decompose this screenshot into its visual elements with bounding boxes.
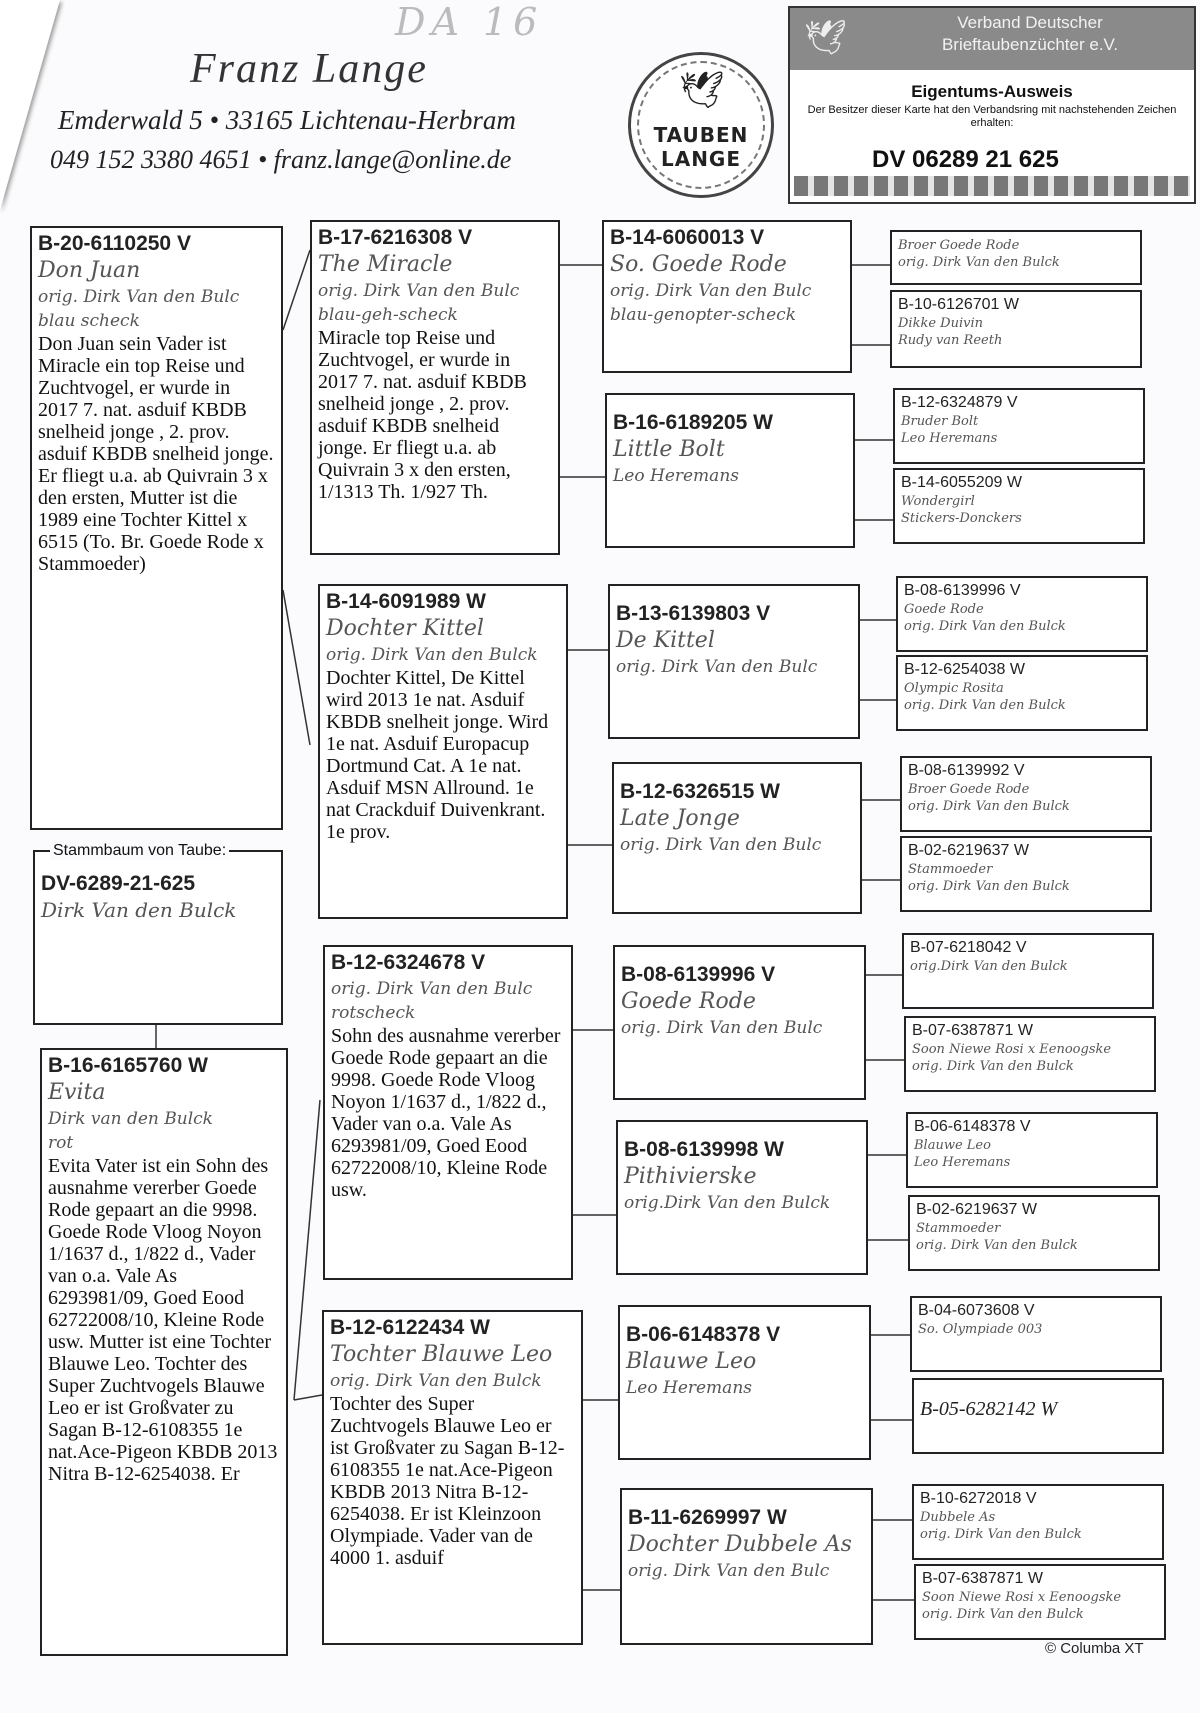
g4-box <box>900 836 1152 912</box>
g4-box <box>896 576 1148 652</box>
gg-name: Dochter Dubbele As <box>628 1532 852 1557</box>
great-grandparent-box <box>602 220 852 373</box>
g4-box <box>893 388 1145 464</box>
g4-box <box>910 1296 1162 1372</box>
grandparent-origin: orig. Dirk Van den Bulck <box>330 1371 542 1391</box>
sire-origin: orig. Dirk Van den Bulc <box>38 287 240 307</box>
copyright: © Columba XT <box>1045 1640 1144 1657</box>
g4-ring: B-08-6139992 V <box>908 762 1025 779</box>
g4-origin: orig. Dirk Van den Bulck <box>904 619 1066 634</box>
card-ring-number: DV 06289 21 625 <box>872 146 1059 173</box>
g4-box <box>914 1564 1166 1640</box>
grandparent-box <box>323 945 573 1280</box>
g4-box <box>893 468 1145 544</box>
g4-origin: orig. Dirk Van den Bulck <box>920 1527 1082 1542</box>
grandparent-origin: orig. Dirk Van den Bulck <box>326 645 538 665</box>
sire-color: blau scheck <box>38 311 140 331</box>
gg-ring: B-08-6139998 W <box>624 1138 784 1161</box>
g4-ring: B-14-6055209 W <box>901 474 1022 491</box>
card-subtitle: Der Besitzer dieser Karte hat den Verbandsring mit nachstehenden Zeichen erhalten: <box>807 104 1177 129</box>
g4-name: Blauwe Leo <box>914 1138 991 1153</box>
gg-origin: Leo Heremans <box>613 466 739 486</box>
gg-origin: Leo Heremans <box>626 1378 752 1398</box>
great-grandparent-box <box>608 584 860 739</box>
g4-name: Soon Niewe Rosi x Eenoogske <box>922 1590 1122 1605</box>
g4-origin: orig. Dirk Van den Bulck <box>908 879 1070 894</box>
gg-ring: B-11-6269997 W <box>628 1506 787 1529</box>
g4-box <box>912 1378 1164 1454</box>
grandparent-box <box>310 220 560 555</box>
g4-box <box>904 1016 1156 1092</box>
g4-ring: B-07-6387871 W <box>912 1022 1033 1039</box>
great-grandparent-box <box>616 1120 868 1275</box>
g4-name: Dubbele As <box>920 1510 996 1525</box>
sire-ring: B-20-6110250 V <box>38 232 191 255</box>
g4-ring: B-07-6218042 V <box>910 939 1027 956</box>
sire-name: Don Juan <box>38 258 141 283</box>
breeder-address: Emderwald 5 • 33165 Lichtenau-Herbram <box>58 105 516 135</box>
gg-ring: B-08-6139996 V <box>621 963 776 986</box>
subject-box <box>33 850 283 1025</box>
g4-box <box>896 655 1148 731</box>
gg-ring: B-06-6148378 V <box>626 1323 781 1346</box>
g4-name: So. Olympiade 003 <box>918 1322 1043 1337</box>
grandparent-origin: orig. Dirk Van den Bulc <box>331 979 533 999</box>
dam-box <box>40 1048 288 1656</box>
dam-color: rot <box>48 1133 74 1153</box>
g4-name: Stammoeder <box>908 862 993 877</box>
grandparent-ring: B-14-6091989 W <box>326 590 486 613</box>
g4-origin: Stickers-Donckers <box>901 511 1022 526</box>
g4-name: Broer Goede Rode <box>908 782 1030 797</box>
subject-ring: DV-6289-21-625 <box>41 872 196 895</box>
gg-ring: B-16-6189205 W <box>613 411 773 434</box>
g4-name: orig.Dirk Van den Bulck <box>910 959 1068 974</box>
great-grandparent-box <box>620 1488 873 1645</box>
grandparent-description: Dochter Kittel, De Kittel wird 2013 1e nat. Asduif KBDB snelheit jonge. Wird 1e nat. Asduif Europacup Dortmund Cat. A 1e nat. Asduif MSN Allround. 1e nat Crackduif Duivenkrant. 1e prov. <box>326 667 549 843</box>
g4-origin: orig. Dirk Van den Bulck <box>922 1607 1084 1622</box>
dam-ring: B-16-6165760 W <box>48 1054 208 1077</box>
breeder-contact: 049 152 3380 4651 • franz.lange@online.de <box>50 145 512 174</box>
grandparent-name: Tochter Blauwe Leo <box>330 1342 553 1367</box>
grandparent-ring: B-17-6216308 V <box>318 226 473 249</box>
g4-ring: B-10-6126701 W <box>898 296 1019 313</box>
g4-ring: B-06-6148378 V <box>914 1118 1031 1135</box>
gg-color: blau-genopter-scheck <box>610 305 796 325</box>
g4-name: Dikke Duivin <box>898 316 983 331</box>
gg-origin: orig. Dirk Van den Bulc <box>610 281 812 301</box>
sire-description: Don Juan sein Vader ist Miracle ein top Reise und Zuchtvogel, er wurde in 2017 7. nat. asduif KBDB snelheid jonge , 2. prov. asduif KBDB snelheid jonge. Er fliegt u.a. ab Quivrain 3 x den ersten, Mutter ist die 1989 eine Tochter Kittel x 6515 (To. Br. Goede Rode x Stammoeder) <box>38 333 274 575</box>
g4-ring: B-02-6219637 W <box>916 1201 1037 1218</box>
grandparent-color: rotscheck <box>331 1003 416 1023</box>
g4-name: Stammoeder <box>916 1221 1001 1236</box>
g4-ring: B-12-6254038 W <box>904 661 1025 678</box>
g4-ring: B-07-6387871 W <box>922 1570 1043 1587</box>
grandparent-color: blau-geh-scheck <box>318 305 458 325</box>
gg-name: Goede Rode <box>621 989 756 1014</box>
handwritten-note: DA 16 <box>395 0 544 44</box>
gg-name: So. Goede Rode <box>610 252 787 277</box>
great-grandparent-box <box>613 945 866 1100</box>
g4-name: Olympic Rosita <box>904 681 1004 696</box>
grandparent-box <box>322 1310 583 1645</box>
sire-box <box>30 226 283 830</box>
grandparent-description: Miracle top Reise und Zuchtvogel, er wurde in 2017 7. nat. asduif KBDB snelheid jonge , 2. prov. asduif KBDB snelheid jonge. Er fliegt u.a. ab Quivrain 3 x den ersten, 1/1313 Th. 1/927 Th. <box>318 327 527 503</box>
g4-box <box>908 1195 1160 1271</box>
great-grandparent-box <box>612 762 862 914</box>
g4-box <box>902 933 1154 1009</box>
card-title: Eigentums-Ausweis <box>911 82 1073 101</box>
g4-origin: orig. Dirk Van den Bulck <box>912 1059 1074 1074</box>
g4-ring: B-02-6219637 W <box>908 842 1029 859</box>
gg-ring: B-13-6139803 V <box>616 602 771 625</box>
g4-origin: orig. Dirk Van den Bulck <box>898 255 1060 270</box>
g4-ring: B-08-6139996 V <box>904 582 1021 599</box>
g4-name: Broer Goede Rode <box>898 238 1020 253</box>
dam-origin: Dirk van den Bulck <box>48 1109 213 1129</box>
g4-box <box>900 756 1152 832</box>
gg-name: Pithivierske <box>624 1164 757 1189</box>
subject-breeder: Dirk Van den Bulck <box>41 898 237 922</box>
g4-box <box>890 230 1142 285</box>
grandparent-name: Dochter Kittel <box>326 616 484 641</box>
gg-origin: orig.Dirk Van den Bulck <box>624 1193 831 1213</box>
association-name: Verband Deutscher Brieftaubenzüchter e.V. <box>941 13 1119 54</box>
grandparent-ring: B-12-6324678 V <box>331 951 486 974</box>
g4-name: Goede Rode <box>904 602 984 617</box>
g4-origin: Leo Heremans <box>901 431 998 446</box>
g4-origin: Rudy van Reeth <box>898 333 1003 348</box>
stamp-line-2: LANGE <box>660 147 742 171</box>
gg-name: Blauwe Leo <box>626 1349 757 1374</box>
great-grandparent-box <box>605 393 855 548</box>
breeder-name: Franz Lange <box>190 46 428 92</box>
gg-origin: orig. Dirk Van den Bulc <box>616 657 818 677</box>
g4-origin: orig. Dirk Van den Bulck <box>908 799 1070 814</box>
grandparent-description: Tochter des Super Zuchtvogels Blauwe Leo er ist Großvater zu Sagan B-12-6108355 1e nat.Ace-Pigeon KBDB 2013 Nitra B-12-6254038. Er ist Kleinzoon Olympiade. Vader van de 4000 1. asduif <box>330 1393 565 1569</box>
grandparent-origin: orig. Dirk Van den Bulc <box>318 281 520 301</box>
dam-description: Evita Vater ist ein Sohn des ausnahme vererber Goede Rode gepaart an die 9998. Goede Rode Vloog Noyon 1/1637 d., 1/822 d., Vader van o.a. Vale As 6293981/09, Goed Eood 62722008/10, Kleine Rode usw. Mutter ist eine Tochter Blauwe Leo. Tochter des Super Zuchtvogels Blauwe Leo er ist Großvater zu Sagan B-12-6108355 1e nat.Ace-Pigeon KBDB 2013 Nitra B-12-6254038. Er <box>48 1155 278 1485</box>
g4-box <box>890 290 1142 368</box>
g4-ring: B-10-6272018 V <box>920 1490 1037 1507</box>
gg-ring: B-12-6326515 W <box>620 780 780 803</box>
pigeon-icon: 🕊 <box>679 69 725 110</box>
g4-box <box>912 1484 1164 1560</box>
grandparent-name: The Miracle <box>318 252 453 277</box>
g4-name: Soon Niewe Rosi x Eenoogske <box>912 1042 1112 1057</box>
g4-ring: B-04-6073608 V <box>918 1302 1035 1319</box>
gg-name: De Kittel <box>616 628 715 653</box>
pedigree-label: Stammbaum von Taube: <box>50 842 229 860</box>
gg-origin: orig. Dirk Van den Bulc <box>621 1018 823 1038</box>
g4-origin: orig. Dirk Van den Bulck <box>904 698 1066 713</box>
g4-origin: Leo Heremans <box>914 1155 1011 1170</box>
g4-handwritten-ring: B-05-6282142 W <box>920 1398 1058 1420</box>
gg-name: Little Bolt <box>613 437 725 462</box>
grandparent-description: Sohn des ausnahme vererber Goede Rode gepaart an die 9998. Goede Rode Vloog Noyon 1/1637 d., 1/822 d., Vader van o.a. Vale As 6293981/09, Goed Eood 62722008/10, Kleine Rode usw. <box>331 1025 561 1201</box>
g4-ring: B-12-6324879 V <box>901 394 1018 411</box>
stamp-line-1: TAUBEN <box>653 123 749 147</box>
dam-name: Evita <box>48 1080 106 1105</box>
grandparent-box <box>318 584 568 919</box>
g4-origin: orig. Dirk Van den Bulck <box>916 1238 1078 1253</box>
gg-name: Late Jonge <box>620 806 740 831</box>
gg-origin: orig. Dirk Van den Bulc <box>620 835 822 855</box>
g4-name: Wondergirl <box>901 494 975 509</box>
g4-box <box>906 1112 1158 1188</box>
grandparent-ring: B-12-6122434 W <box>330 1316 490 1339</box>
great-grandparent-box <box>618 1305 871 1460</box>
dove-icon: 🕊 <box>804 19 848 57</box>
g4-name: Bruder Bolt <box>901 414 979 429</box>
gg-ring: B-14-6060013 V <box>610 226 765 249</box>
gg-origin: orig. Dirk Van den Bulc <box>628 1561 830 1581</box>
